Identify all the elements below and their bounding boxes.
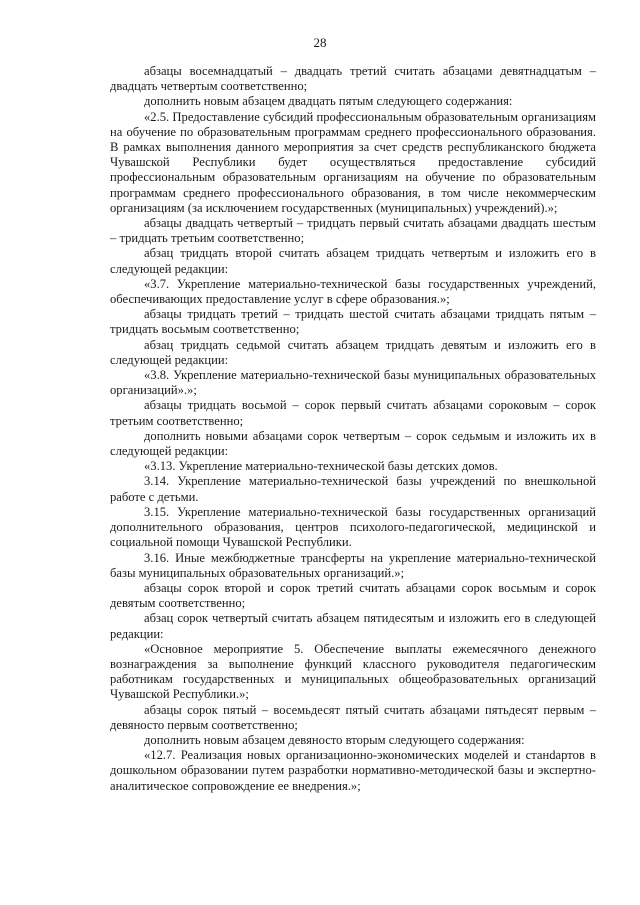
paragraph: абзац тридцать седьмой считать абзацем тридцать девятым и изложить его в следующей редакции: (110, 337, 596, 367)
paragraph: «3.13. Укрепление материально-технической базы детских домов. (144, 459, 498, 474)
paragraph: «12.7. Реализация новых организационно-экономических моделей и станdартов в дошкольном образовании путем разработки нормативно-методической базы и экспертно-аналитическое сопровождение ее внедрения.»; (110, 748, 596, 793)
page-number: 28 (313, 35, 327, 50)
paragraph: «3.7. Укрепление материально-технической базы государственных учреждений, обеспечивающих предоставление услуг в сфере образования.»; (110, 276, 596, 307)
paragraph: абзацы двадцать четвертый – тридцать первый считать абзацами двадцать шестым – тридцать третьим соответственно; (110, 216, 596, 246)
paragraph: абзац сорок четвертый считать абзацем пятидесятым и изложить его в следующей редакции: (110, 611, 596, 641)
paragraph: дополнить новым абзацем двадцать пятым следующего содержания: (144, 94, 513, 109)
paragraph: абзацы тридцать третий – тридцать шестой считать абзацами тридцать пятым – тридцать восьмым соответственно; (110, 307, 596, 337)
document-body (110, 64, 596, 794)
paragraph: «2.5. Предоставление субсидий профессиональным образовательным организациям на обучение по образовательным программам среднего профессионального образования. В рамках выполнения данного мероприятия за счет средств республиканского бюджета Чувашской Республики будет осуществляться предоставление субсидий профессиональным образовательным организациям на обучение по образовательным программам среднего профессионального образования, в том числе некоммерческим организациям (за исключением государственных (муниципальных) учреждений).»; (110, 109, 596, 215)
paragraph: 3.16. Иные межбюджетные трансферты на укрепление материально-технической базы муниципальных образовательных организаций.»; (110, 550, 596, 580)
paragraph: дополнить новым абзацем девяносто вторым следующего содержания: (144, 732, 525, 747)
paragraph: абзацы сорок пятый – восемьдесят пятый считать абзацами пятьдесят первым – девяносто первым соответственно; (110, 702, 596, 732)
paragraph: абзац тридцать второй считать абзацем тридцать четвертым и изложить его в следующей редакции: (110, 246, 596, 276)
paragraph: дополнить новыми абзацами сорок четвертым – сорок седьмым и изложить их в следующей редакции: (110, 428, 596, 459)
paragraph: 3.15. Укрепление материально-технической базы государственных организаций дополнительного образования, центров психолого-педагогической, медицинской и социальной помощи Чувашской Республики. (110, 504, 596, 550)
paragraph: 3.14. Укрепление материально-технической базы учреждений по внешкольной работе с детьми. (110, 474, 596, 504)
paragraph: «3.8. Укрепление материально-технической базы муниципальных образовательных организаций».»; (110, 368, 596, 398)
paragraph: «Основное мероприятие 5. Обеспечение выплаты ежемесячного денежного вознаграждения за выполнение функций классного руководителя педагогическим работникам государственных и муниципальных общеобразовательных организаций Чувашской Республики.»; (110, 641, 596, 702)
paragraph: абзацы тридцать восьмой – сорок первый считать абзацами сороковым – сорок третьим соответственно; (110, 398, 596, 428)
paragraph: абзацы сорок второй и сорок третий считать абзацами сорок восьмым и сорок девятым соответственно; (110, 580, 596, 611)
paragraph: абзацы восемнадцатый – двадцать третий считать абзацами девятнадцатым – двадцать четвертым соответственно; (110, 64, 596, 94)
